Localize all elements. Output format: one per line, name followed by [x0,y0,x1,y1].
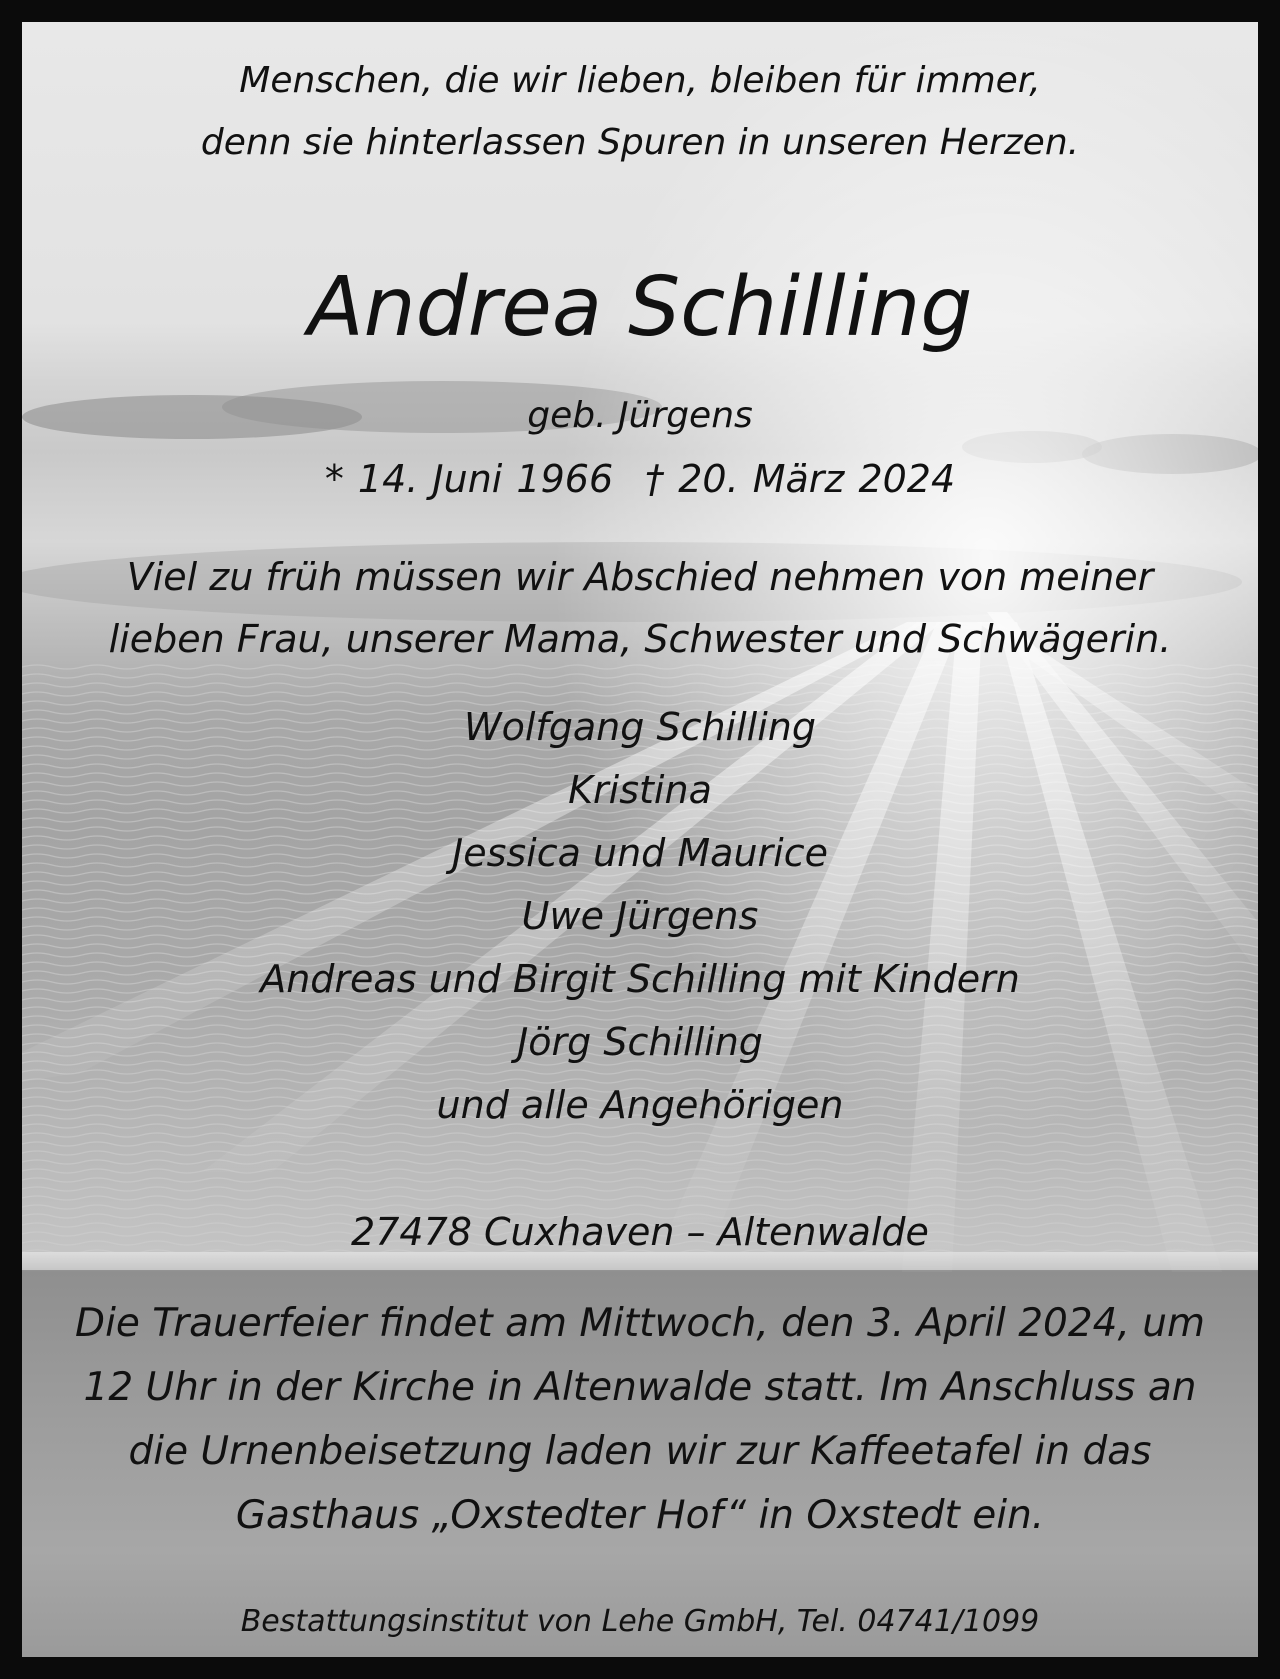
message-line-2: lieben Frau, unserer Mama, Schwester und Schwägerin. [108,617,1172,661]
mourner: Wolfgang Schilling [464,705,816,749]
place: 27478 Cuxhaven – Altenwalde [351,1210,929,1254]
quote-line-1: Menschen, die wir lieben, bleiben für immer, [239,60,1041,101]
quote [22,50,1258,174]
deceased-name: Andrea Schilling [307,260,973,355]
mourner: Jörg Schilling [517,1020,763,1064]
obituary-card [22,22,1258,1657]
funeral-line-4: Gasthaus „Oxstedter Hof“ in Oxstedt ein. [235,1493,1045,1538]
death-date: † 20. März 2024 [645,457,956,501]
farewell-message [22,546,1258,670]
funeral-details [22,1292,1258,1548]
mourner: und alle Angehörigen [436,1083,844,1127]
message-line-1: Viel zu früh müssen wir Abschied nehmen von meiner [126,555,1154,599]
funeral-line-2: 12 Uhr in der Kirche in Altenwalde statt. Im Anschluss an [83,1365,1197,1410]
mourner: Uwe Jürgens [521,894,759,938]
birth-date: * 14. Juni 1966 [324,457,614,501]
quote-line-2: denn sie hinterlassen Spuren in unseren Herzen. [200,122,1080,163]
life-dates [22,454,1258,504]
undertaker-contact: Bestattungsinstitut von Lehe GmbH, Tel. 04741/1099 [240,1604,1040,1639]
mourner: Kristina [568,768,712,812]
mourner: Andreas und Birgit Schilling mit Kindern [260,957,1020,1001]
funeral-line-1: Die Trauerfeier findet am Mittwoch, den 3. April 2024, um [75,1301,1205,1346]
mourners-list [22,696,1258,1137]
birth-name: geb. Jürgens [527,395,753,436]
mourner: Jessica und Maurice [452,831,828,875]
funeral-line-3: die Urnenbeisetzung laden wir zur Kaffeetafel in das [128,1429,1152,1474]
